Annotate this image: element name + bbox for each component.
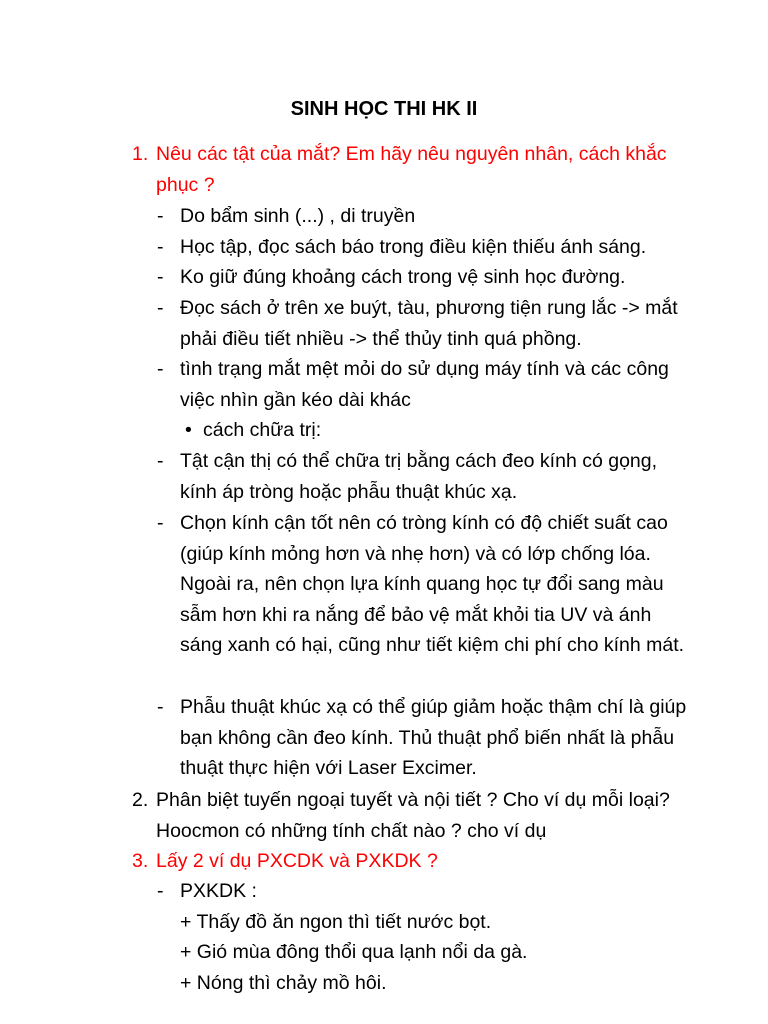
example-line: + Thấy đồ ăn ngon thì tiết nước bọt. bbox=[180, 911, 492, 933]
document-title: SINH HỌC THI HK II bbox=[290, 98, 478, 120]
cause-text: tình trạng mắt mệt mỏi do sử dụng máy tính và các công việc nhìn gần kéo dài khác bbox=[180, 358, 669, 411]
cause-text: Học tập, đọc sách báo trong điều kiện thiếu ánh sáng. bbox=[180, 236, 647, 258]
cause-text: Ko giữ đúng khoảng cách trong vệ sinh học đường. bbox=[180, 266, 626, 288]
cure-item bbox=[157, 692, 697, 784]
dash-mark: - bbox=[157, 880, 164, 902]
question-1-text: Nêu các tật của mắt? Em hãy nêu nguyên nhân, cách khắc phục ? bbox=[156, 143, 667, 196]
dash-mark: - bbox=[157, 205, 164, 227]
dash-mark: - bbox=[157, 236, 164, 258]
cure-heading-text: cách chữa trị: bbox=[203, 419, 322, 441]
cause-item bbox=[157, 201, 697, 232]
cause-text: Đọc sách ở trên xe buýt, tàu, phương tiện rung lắc -> mắt phải điều tiết nhiều -> thể thủy tinh quá phồng. bbox=[180, 297, 678, 350]
cause-item bbox=[157, 293, 697, 354]
pxkdk-item bbox=[157, 876, 697, 907]
dash-mark: - bbox=[157, 266, 164, 288]
cause-item bbox=[157, 354, 697, 415]
cause-text: Do bẩm sinh (...) , di truyền bbox=[180, 205, 416, 227]
dash-mark: - bbox=[157, 696, 164, 718]
question-2-text: Phân biệt tuyến ngoại tuyết và nội tiết ? Cho ví dụ mỗi loại? Hoocmon có những tính chất nào ? cho ví dụ bbox=[156, 789, 670, 842]
dash-mark: - bbox=[157, 358, 164, 380]
cure-text: Chọn kính cận tốt nên có tròng kính có độ chiết suất cao (giúp kính mỏng hơn và nhẹ hơn) và có lớp chống lóa. Ngoài ra, nên chọn lựa kính quang học tự đổi sang màu sẫm hơn khi ra nắng để bảo vệ mắt khỏi tia UV và ánh sáng xanh có hại, cũng như tiết kiệm chi phí cho kính mát. bbox=[180, 512, 685, 656]
example-line: + Gió mùa đông thổi qua lạnh nổi da gà. bbox=[180, 941, 528, 963]
example-line: + Nóng thì chảy mồ hôi. bbox=[180, 972, 387, 994]
dash-mark: - bbox=[157, 297, 164, 319]
question-2 bbox=[132, 785, 692, 846]
cause-item bbox=[157, 232, 697, 263]
bullet-mark: • bbox=[185, 419, 192, 441]
cure-text: Tật cận thị có thể chữa trị bằng cách đeo kính có gọng, kính áp tròng hoặc phẫu thuật khúc xạ. bbox=[180, 450, 658, 503]
question-3-text: Lấy 2 ví dụ PXCDK và PXKDK ? bbox=[156, 850, 438, 872]
dash-mark: - bbox=[157, 450, 164, 472]
question-3 bbox=[132, 846, 692, 877]
question-3-number: 3. bbox=[132, 850, 149, 872]
question-1-number: 1. bbox=[132, 143, 149, 165]
cause-item bbox=[157, 262, 697, 293]
question-1 bbox=[132, 139, 692, 200]
cure-heading bbox=[185, 415, 685, 446]
cure-item bbox=[157, 508, 697, 661]
dash-mark: - bbox=[157, 512, 164, 534]
pxkdk-label: PXKDK : bbox=[180, 880, 257, 902]
cure-text: Phẫu thuật khúc xạ có thể giúp giảm hoặc thậm chí là giúp bạn không cần đeo kính. Thủ thuật phổ biến nhất là phẫu thuật thực hiện với Laser Excimer. bbox=[180, 696, 687, 779]
cure-item bbox=[157, 446, 697, 507]
question-2-number: 2. bbox=[132, 789, 149, 811]
